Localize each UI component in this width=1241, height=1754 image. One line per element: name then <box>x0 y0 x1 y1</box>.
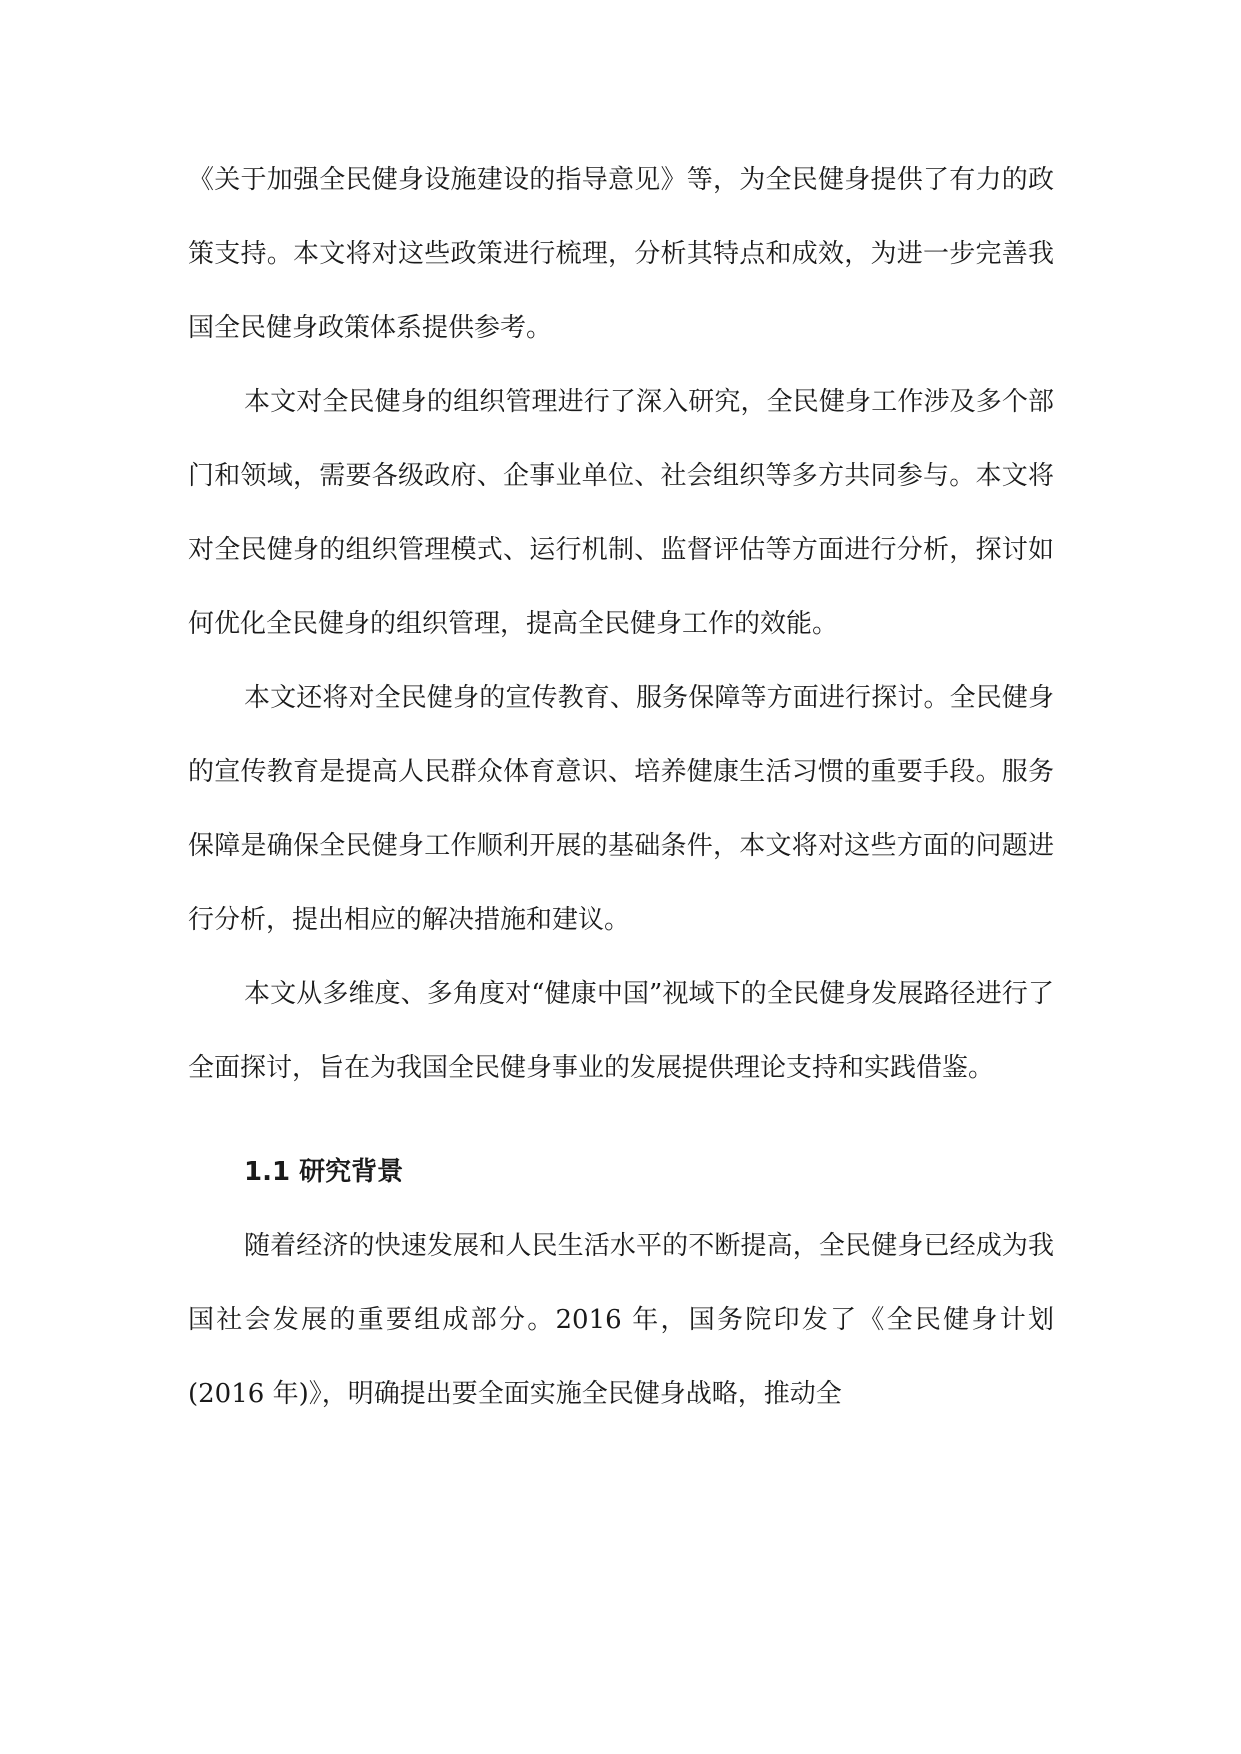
paragraph-publicity-service: 本文还将对全民健身的宣传教育、服务保障等方面进行探讨。全民健身的宣传教育是提高人民群众体育意识、培养健康生活习惯的重要手段。服务保障是确保全民健身工作顺利开展的基础条件，本文将对这些方面的问题进行分析，提出相应的解决措施和建议。 <box>188 683 1054 935</box>
paragraph-policy-continuation: 《关于加强全民健身设施建设的指导意见》等，为全民健身提供了有力的政策支持。本文将对这些政策进行梳理，分析其特点和成效，为进一步完善我国全民健身政策体系提供参考。 <box>188 165 1054 343</box>
paragraph-summary: 本文从多维度、多角度对“健康中国”视域下的全民健身发展路径进行了全面探讨，旨在为我国全民健身事业的发展提供理论支持和实践借鉴。 <box>188 979 1054 1083</box>
paragraph-background: 随着经济的快速发展和人民生活水平的不断提高，全民健身已经成为我国社会发展的重要组成部分。2016 年，国务院印发了《全民健身计划(2016 年)》，明确提出要全面实施全民健身战略，推动全 <box>188 1231 1054 1409</box>
section-heading: 1.1 研究背景 <box>244 1157 404 1187</box>
page-content <box>188 143 1054 1431</box>
paragraph-organization-management: 本文对全民健身的组织管理进行了深入研究，全民健身工作涉及多个部门和领域，需要各级政府、企事业单位、社会组织等多方共同参与。本文将对全民健身的组织管理模式、运行机制、监督评估等方面进行分析，探讨如何优化全民健身的组织管理，提高全民健身工作的效能。 <box>188 387 1054 639</box>
